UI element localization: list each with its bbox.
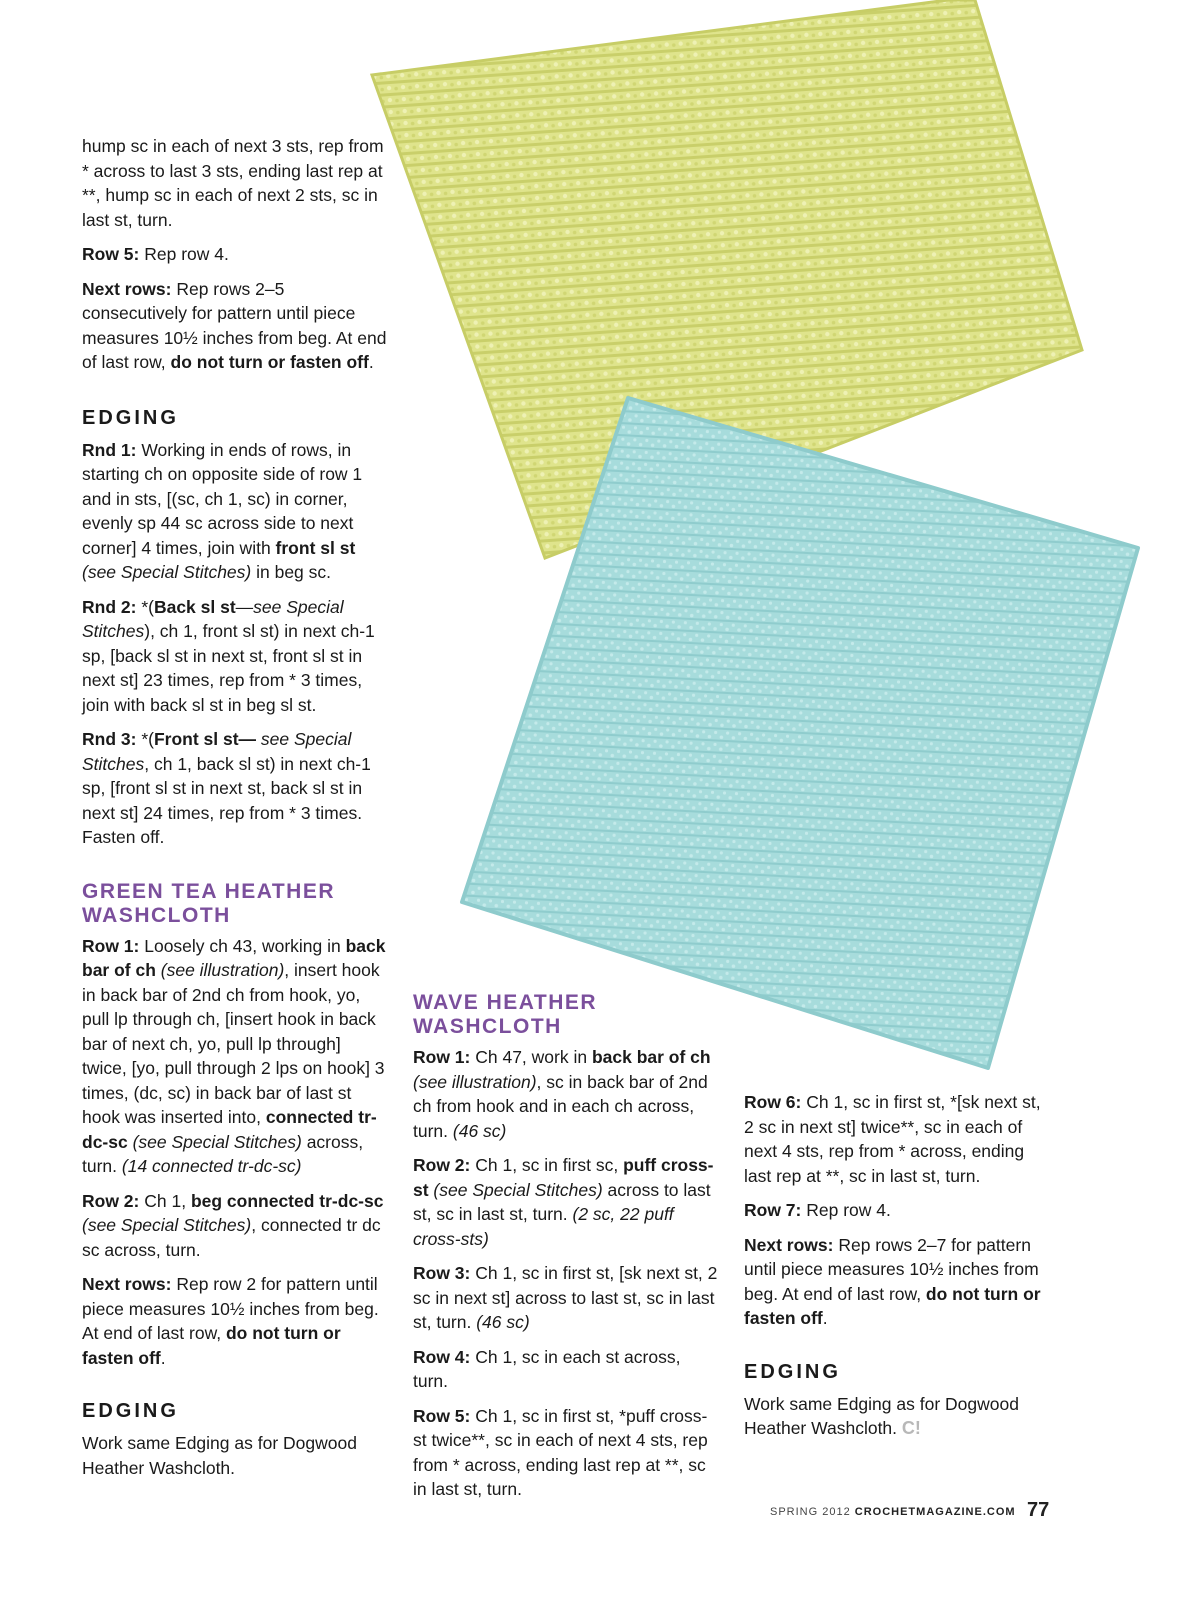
paragraph-wave-edging: [744, 1392, 1054, 1441]
italic-text: (2 sc, 22 puff cross-sts): [413, 1204, 674, 1249]
paragraph-wave-row4: [413, 1345, 718, 1394]
green-tea-title: [82, 880, 387, 928]
label: Row 4:: [413, 1346, 471, 1367]
bold-text: back bar of ch: [591, 1047, 711, 1067]
label: Row 1:: [413, 1047, 471, 1067]
title-line: WASHCLOTH: [413, 1015, 562, 1038]
italic-text: (46 sc): [476, 1312, 530, 1332]
paragraph-wave-row1: [413, 1045, 718, 1143]
paragraph-green-edging: [82, 1431, 387, 1480]
text: across to last st, sc in last st, turn.: [413, 1179, 711, 1224]
bold-text: puff cross-st: [413, 1155, 714, 1200]
text: , ch 1, back sl st) in next ch-1 sp, [front sl st in next st, back sl st in next st] 24 times, rep from * 3 times. Fasten off.: [82, 753, 371, 847]
label: Row 5:: [413, 1405, 471, 1426]
paragraph-green-row2: [82, 1189, 387, 1263]
label: Row 6:: [744, 1092, 802, 1112]
text: Rep rows 2–7 for pattern until piece measures 10½ inches from beg. At end of last row,: [744, 1234, 1039, 1304]
italic-text: (see illustration): [413, 1071, 537, 1092]
text: in beg sc.: [251, 562, 332, 582]
text: .: [822, 1308, 828, 1328]
end-mark: C!: [901, 1418, 921, 1438]
text: *(: [136, 596, 154, 617]
label: Rnd 3:: [82, 729, 137, 749]
text: .: [368, 352, 374, 372]
bold-text: do not turn or fasten off: [170, 352, 369, 372]
italic-text: (see Special Stitches): [82, 1215, 252, 1235]
column-middle: [413, 991, 718, 1512]
text: .: [160, 1347, 166, 1368]
paragraph-rnd3: [82, 727, 387, 850]
text: Rep row 4.: [139, 244, 229, 264]
text: Loosely ch 43, working in: [139, 935, 346, 956]
bold-text: do not turn or fasten off: [744, 1283, 1041, 1328]
text: Ch 1, sc in first st, [sk next st, 2 sc in next st] across to last st, sc in last st, turn.: [413, 1263, 718, 1332]
text: Ch 47, work in: [470, 1047, 592, 1067]
column-left: [82, 134, 387, 1490]
paragraph-green-next-rows: [82, 1272, 387, 1370]
label: Row 2:: [413, 1155, 471, 1175]
text: Ch 1, sc in first st, *puff cross-st twice**, sc in each of next 4 sts, rep from * across, ending last rep at **, sc in last st, turn.: [413, 1405, 708, 1499]
label: Row 5:: [82, 244, 140, 264]
wave-heather-title: [413, 991, 718, 1039]
bold-text: Back sl st: [153, 596, 236, 617]
label: Rnd 2:: [82, 596, 137, 617]
paragraph-row4-cont: [82, 134, 387, 232]
paragraph-green-row1: [82, 934, 387, 1179]
site-link[interactable]: CROCHETMAGAZINE.COM: [854, 1506, 1016, 1518]
bold-text: do not turn or fasten off: [82, 1323, 341, 1368]
text: hump sc in each of next 3 sts, rep from * across to last 3 sts, ending last rep at **, hump sc in each of next 2 sts, sc in last st, turn.: [82, 136, 384, 230]
label: Row 3:: [413, 1263, 471, 1283]
bold-text: beg connected tr-dc-sc: [190, 1190, 384, 1211]
text: Work same Edging as for Dogwood Heather Washcloth.: [744, 1393, 1019, 1438]
paragraph-wave-row5: [413, 1404, 718, 1502]
italic-text: (see illustration): [155, 960, 285, 980]
issue-label: SPRING 2012: [770, 1506, 851, 1518]
text: Ch 1, sc in each st across, turn.: [413, 1346, 681, 1391]
paragraph-wave-row2: [413, 1153, 718, 1251]
text: *(: [136, 729, 154, 749]
label: Next rows:: [82, 1274, 172, 1294]
italic-text: (see Special Stitches): [428, 1179, 603, 1200]
bold-text: connected tr-dc-sc: [82, 1107, 377, 1152]
text: Ch 1,: [139, 1190, 191, 1211]
paragraph-next-rows: [82, 277, 387, 375]
footer: [770, 1506, 1070, 1518]
page-number: 77: [1027, 1499, 1050, 1521]
edging-heading: EDGING: [82, 406, 179, 429]
text: Rep row 4.: [801, 1200, 891, 1220]
italic-text: —see Special Stitches: [82, 596, 344, 641]
paragraph-wave-row7: [744, 1198, 1054, 1223]
label: Row 1:: [82, 935, 140, 956]
text: , connected tr dc sc across, turn.: [82, 1215, 381, 1260]
italic-text: see Special Stitches: [82, 729, 352, 774]
title-line: GREEN TEA HEATHER: [82, 879, 336, 903]
bold-text: Front sl st—: [153, 729, 257, 749]
paragraph-wave-row6: [744, 1090, 1054, 1188]
edging-heading-wave: EDGING: [744, 1360, 841, 1383]
label: Next rows:: [744, 1234, 834, 1255]
paragraph-row5: [82, 242, 387, 267]
paragraph-wave-row3: [413, 1261, 718, 1335]
text: across, turn.: [82, 1131, 364, 1176]
text: , insert hook in back bar of 2nd ch from hook, yo, pull lp through ch, [insert hook in back bar of next ch, yo, pull lp through] twice, [yo, pull through 2 lps on hook] 3 times, (dc, sc) in back bar of last st hook was inserted into,: [82, 960, 385, 1127]
label: Row 2:: [82, 1190, 140, 1211]
label: Rnd 1:: [82, 439, 137, 460]
text: Work same Edging as for Dogwood Heather Washcloth.: [82, 1433, 357, 1478]
title-line: WASHCLOTH: [82, 903, 231, 927]
edging-heading-green: EDGING: [82, 1400, 179, 1422]
paragraph-rnd1: [82, 438, 387, 585]
title-line: WAVE HEATHER: [413, 991, 598, 1014]
text: Rep rows 2–5 consecutively for pattern until piece measures 10½ inches from beg. At end of last row,: [82, 278, 387, 372]
text: Rep row 2 for pattern until piece measures 10½ inches from beg. At end of last row,: [82, 1274, 379, 1343]
text: Ch 1, sc in first sc,: [470, 1155, 624, 1175]
text: ), ch 1, front sl st) in next ch-1 sp, [back sl st in next st, front sl st in next st] 23 times, rep from * 3 times, join with back sl st in beg sl st.: [82, 621, 375, 715]
column-right: [744, 1090, 1054, 1451]
italic-text: (46 sc): [452, 1120, 507, 1141]
paragraph-wave-next-rows: [744, 1233, 1054, 1331]
label: Row 7:: [744, 1200, 802, 1220]
bold-text: front sl st: [275, 537, 356, 558]
bold-text: back bar of ch: [82, 935, 386, 980]
italic-text: (see Special Stitches): [82, 562, 252, 582]
italic-text: (14 connected tr-dc-sc): [121, 1156, 302, 1176]
text: , sc in back bar of 2nd ch from hook and in each ch across, turn.: [413, 1071, 708, 1141]
label: Next rows:: [82, 278, 172, 299]
text: Ch 1, sc in first st, *[sk next st, 2 sc in next st] twice**, sc in each of next 4 sts, rep from * across, ending last rep at **, sc in last st, turn.: [744, 1092, 1041, 1186]
paragraph-rnd2: [82, 595, 387, 718]
italic-text: (see Special Stitches): [127, 1131, 302, 1152]
text: Working in ends of rows, in starting ch on opposite side of row 1 and in sts, [(sc, ch 1, sc) in corner, evenly sp 44 sc across side to next corner] 4 times, join with: [82, 439, 363, 558]
